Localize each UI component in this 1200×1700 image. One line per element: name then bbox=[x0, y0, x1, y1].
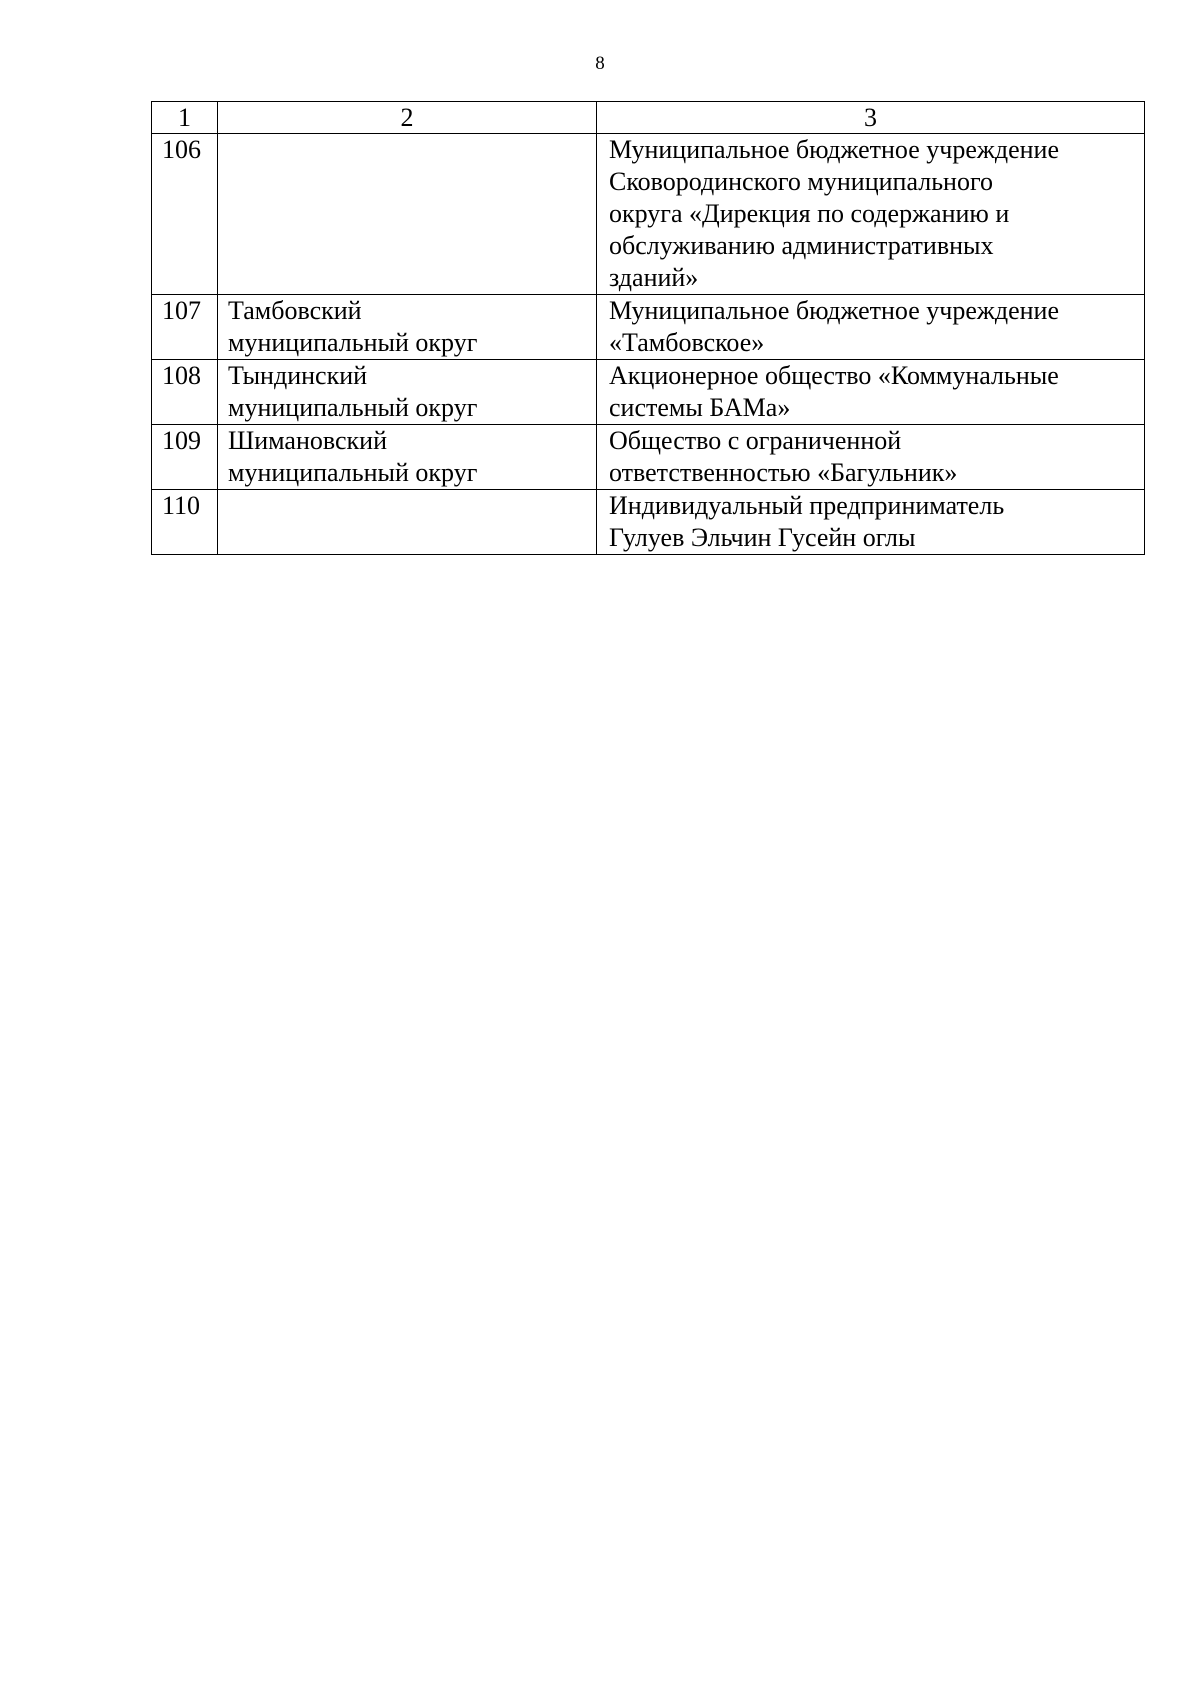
organization-cell: Муниципальное бюджетное учреждение Сковородинского муниципального округа «Дирекция по содержанию и обслуживанию административных зданий» bbox=[597, 134, 1145, 295]
table-row bbox=[152, 134, 1145, 295]
column-header-number: 1 bbox=[152, 102, 218, 134]
district-cell bbox=[218, 490, 597, 555]
page-number: 8 bbox=[595, 53, 605, 74]
organizations-table bbox=[151, 101, 1145, 555]
district-cell: Тындинский муниципальный округ bbox=[218, 360, 597, 425]
organization-cell: Общество с ограниченной ответственностью «Багульник» bbox=[597, 425, 1145, 490]
table-row bbox=[152, 295, 1145, 360]
column-header-organization: 3 bbox=[597, 102, 1145, 134]
column-header-district: 2 bbox=[218, 102, 597, 134]
table-row bbox=[152, 360, 1145, 425]
organization-cell: Муниципальное бюджетное учреждение «Тамбовское» bbox=[597, 295, 1145, 360]
district-cell: Тамбовский муниципальный округ bbox=[218, 295, 597, 360]
district-cell: Шимановский муниципальный округ bbox=[218, 425, 597, 490]
row-number: 109 bbox=[152, 425, 218, 490]
organization-cell: Акционерное общество «Коммунальные системы БАМа» bbox=[597, 360, 1145, 425]
table-row bbox=[152, 425, 1145, 490]
organization-cell: Индивидуальный предприниматель Гулуев Эльчин Гусейн оглы bbox=[597, 490, 1145, 555]
table-row bbox=[152, 490, 1145, 555]
table-header-row bbox=[152, 102, 1145, 134]
row-number: 108 bbox=[152, 360, 218, 425]
row-number: 107 bbox=[152, 295, 218, 360]
district-cell bbox=[218, 134, 597, 295]
row-number: 106 bbox=[152, 134, 218, 295]
row-number: 110 bbox=[152, 490, 218, 555]
